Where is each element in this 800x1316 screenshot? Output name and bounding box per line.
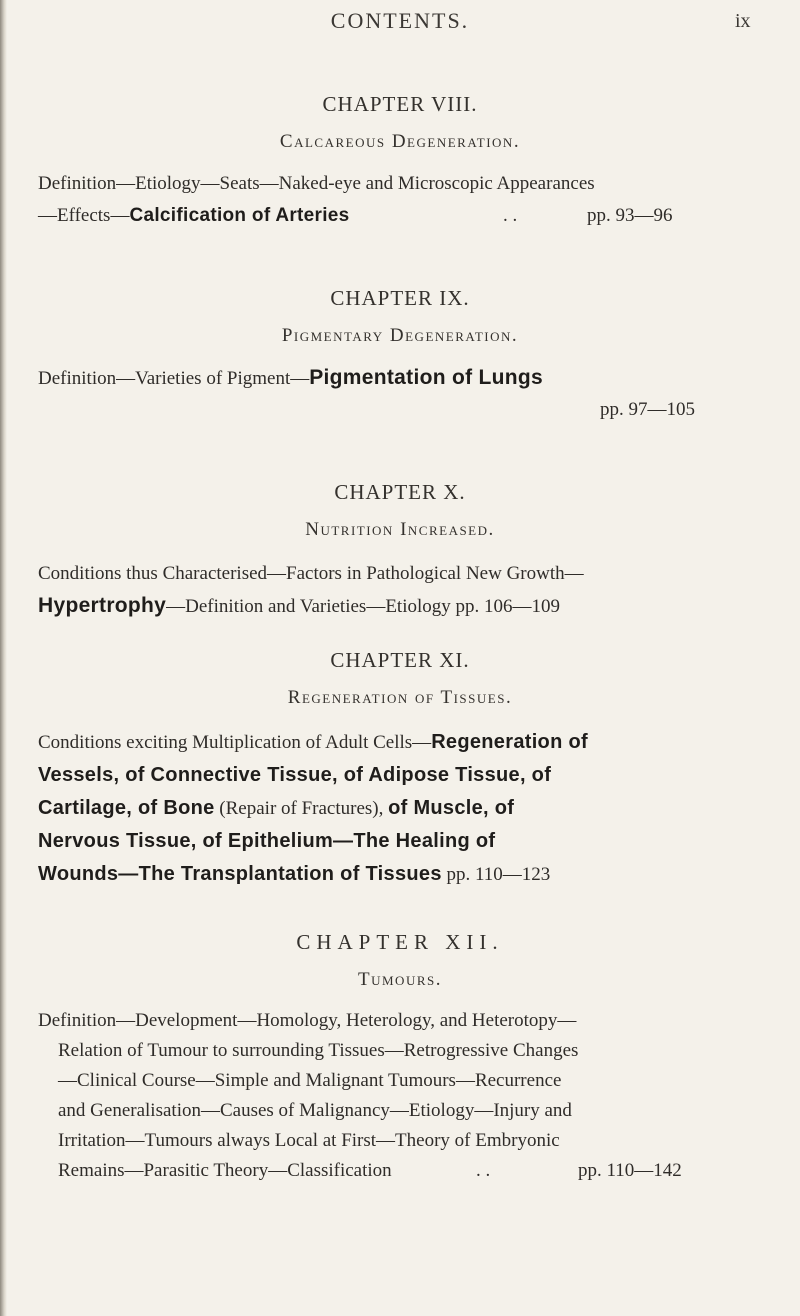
chapter-heading: CHAPTER IX. [330,286,470,310]
bold-topic: Pigmentation of Lungs [309,365,544,389]
chapter-11 [0,648,800,891]
running-head [0,8,800,48]
text-segment: (Repair of Fractures), [214,797,389,819]
chapter-8 [0,92,800,232]
summary-line: and Generalisation—Causes of Malignancy—Etiology—Injury and [58,1099,572,1121]
summary-line [38,726,800,759]
bold-topic: Calcification of Arteries [129,204,350,226]
summary-line: Definition—Development—Homology, Heterology, and Heterotopy— [38,1009,577,1031]
summary-line [38,200,800,232]
chapter-subtitle: Calcareous Degeneration. [279,131,521,153]
text-segment: Definition—Varieties of Pigment— [38,367,310,389]
summary-line [38,1156,800,1186]
summary-line: Irritation—Tumours always Local at First—Theory of Embryonic [58,1129,560,1151]
summary-line: Definition—Etiology—Seats—Naked-eye and Microscopic Appearances [38,172,595,194]
page-range: pp. 110—142 [578,1159,682,1181]
text-segment: —Effects— [38,204,130,226]
bold-topic: of Muscle, of [388,796,515,819]
page-range: pp. 93—96 [587,204,673,226]
chapter-subtitle: Regeneration of Tissues. [287,687,513,709]
chapter-heading: CHAPTER X. [334,480,466,504]
chapter-heading: CHAPTER XI. [330,648,470,672]
running-title: CONTENTS. [330,8,470,33]
bold-topic: Cartilage, of Bone [38,796,215,819]
summary-line: —Clinical Course—Simple and Malignant Tumours—Recurrence [58,1069,562,1091]
summary-line [38,394,800,426]
leader-dots: . . [503,204,518,226]
chapter-heading: CHAPTER XII. [296,930,504,954]
chapter-summary [38,362,800,426]
chapter-12 [0,930,800,1186]
chapter-subtitle: Tumours. [358,969,442,991]
chapter-subtitle: Nutrition Increased. [305,519,495,541]
page-number: ix [735,10,751,32]
chapter-summary [38,558,800,622]
chapter-summary [38,1006,800,1186]
bold-topic: Hypertrophy [38,593,167,617]
summary-line: Vessels, of Connective Tissue, of Adipose Tissue, of [38,763,552,786]
bold-topic: Wounds—The Transplantation of Tissues [38,862,442,885]
text-segment: —Definition and Varieties—Etiology pp. 106—109 [166,595,561,617]
chapter-summary [38,726,800,891]
summary-line [38,858,800,891]
chapter-9 [0,286,800,426]
summary-line [38,590,800,622]
summary-line: Relation of Tumour to surrounding Tissues—Retrogressive Changes [58,1039,579,1061]
leader-dots: . . [476,1159,491,1181]
chapter-subtitle: Pigmentary Degeneration. [281,325,519,347]
bold-topic: Regeneration of [431,730,588,753]
summary-line: Nervous Tissue, of Epithelium—The Healing of [38,829,496,852]
chapter-10 [0,480,800,622]
summary-line [38,792,800,825]
chapter-summary [38,168,800,232]
page-range: pp. 97—105 [600,398,695,420]
summary-line [38,362,800,394]
text-segment: Remains—Parasitic Theory—Classification [58,1159,392,1181]
text-segment: Conditions exciting Multiplication of Adult Cells— [38,731,432,753]
page-range: pp. 110—123 [441,863,551,885]
summary-line: Conditions thus Characterised—Factors in Pathological New Growth— [38,562,584,584]
chapter-heading: CHAPTER VIII. [322,92,478,116]
